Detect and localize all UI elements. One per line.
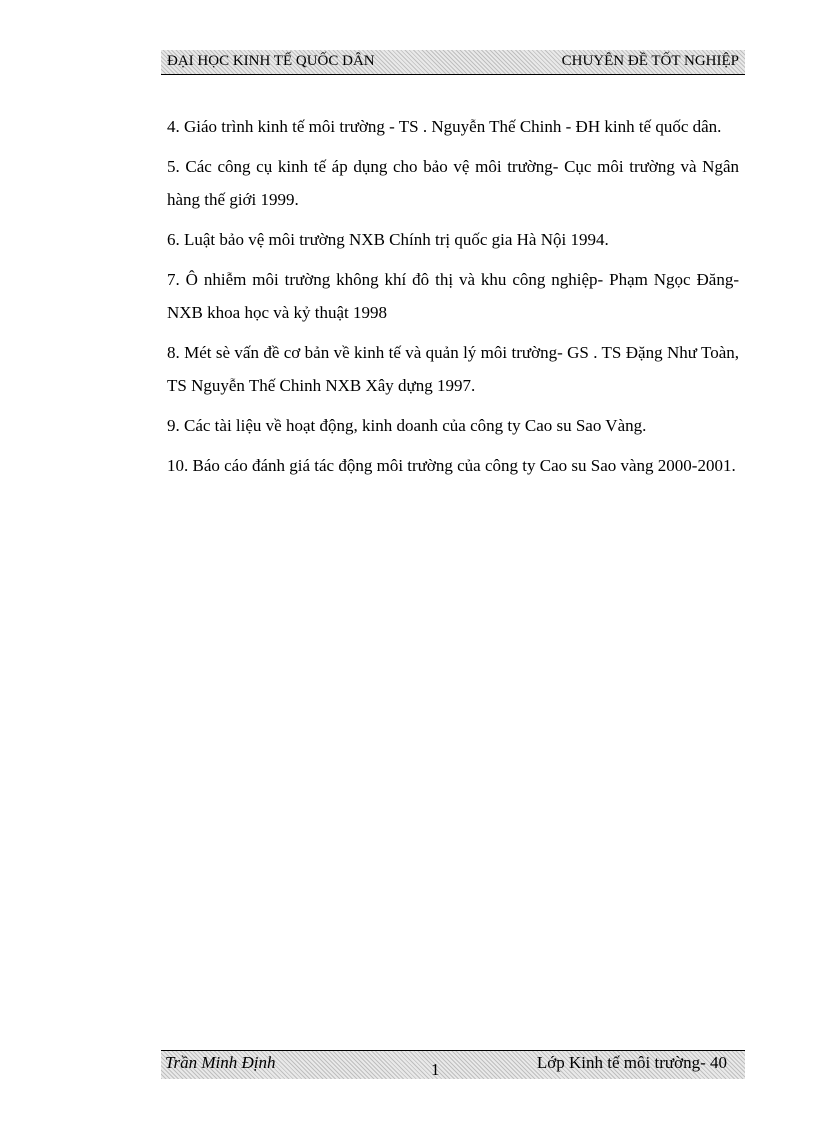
page-header	[161, 50, 745, 75]
reference-item-9: 9. Các tài liệu về hoạt động, kinh doanh của công ty Cao su Sao Vàng.	[167, 416, 647, 435]
reference-item-4: 4. Giáo trình kinh tế môi trường - TS . Nguyễn Thế Chinh - ĐH kinh tế quốc dân.	[167, 117, 722, 136]
header-document-type: CHUYÊN ĐỀ TỐT NGHIỆP	[561, 53, 739, 69]
header-university: ĐẠI HỌC KINH TẾ QUỐC DÂN	[167, 53, 375, 69]
reference-list	[167, 110, 739, 489]
footer-class: Lớp Kinh tế môi trường- 40	[536, 1053, 727, 1072]
footer-author: Trần Minh Định	[165, 1053, 276, 1072]
reference-item-8: 8. Mét sè vấn đề cơ bản về kinh tế và quản lý môi trường- GS . TS Đặng Như Toàn, TS Nguyễn Thế Chinh NXB Xây dựng 1997.	[167, 343, 739, 395]
reference-item-7: 7. Ô nhiễm môi trường không khí đô thị và khu công nghiệp- Phạm Ngọc Đăng- NXB khoa học và kỷ thuật 1998	[167, 270, 739, 322]
reference-item-5: 5. Các công cụ kinh tế áp dụng cho bảo vệ môi trường- Cục môi trường và Ngân hàng thế giới 1999.	[167, 157, 739, 209]
reference-item-6: 6. Luật bảo vệ môi trường NXB Chính trị quốc gia Hà Nội 1994.	[167, 230, 609, 249]
page-number: 1	[431, 1060, 440, 1079]
reference-item-10: 10. Báo cáo đánh giá tác động môi trường của công ty Cao su Sao vàng 2000-2001.	[167, 456, 736, 475]
page-footer	[161, 1050, 745, 1079]
